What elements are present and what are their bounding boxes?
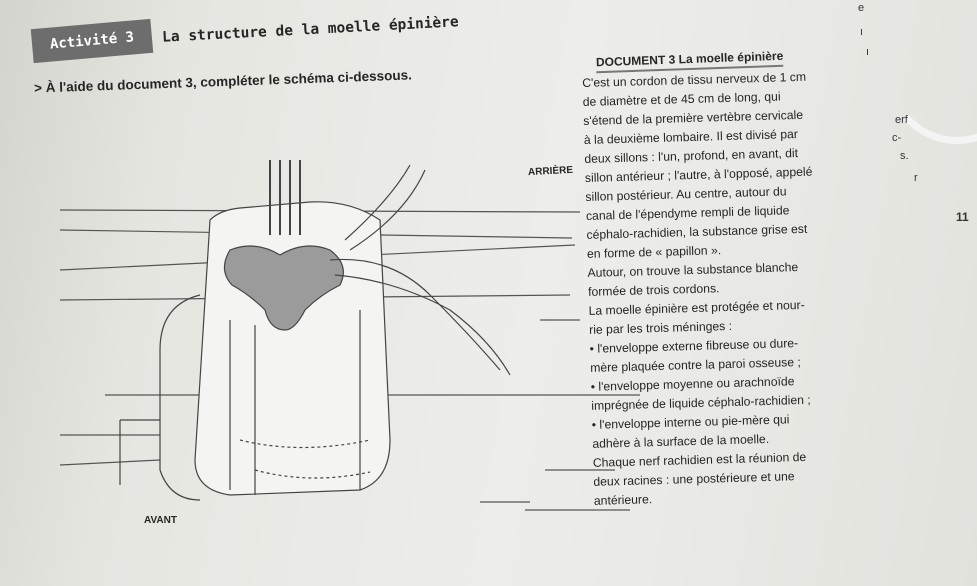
- text-line: s'étend de la première vertèbre cervicale: [583, 107, 804, 128]
- side-fragment: erf: [895, 114, 908, 126]
- text-line: adhère à la surface de la moelle.: [592, 431, 770, 451]
- text-line: • l'enveloppe moyenne ou arachnoïde: [590, 374, 795, 394]
- side-fragment: s.: [900, 150, 909, 162]
- page-title: La structure de la moelle épinière: [161, 14, 460, 46]
- document-text: [582, 62, 977, 511]
- instruction-arrow: >: [33, 80, 43, 96]
- side-fragment: e: [858, 2, 865, 14]
- label-front: AVANT: [144, 515, 177, 526]
- text-line: C'est un cordon de tissu nerveux de 1 cm: [582, 69, 807, 90]
- text-line: de diamètre et de 45 cm de long, qui: [582, 89, 781, 109]
- side-fragment: c-: [892, 132, 902, 144]
- text-line: La moelle épinière est protégée et nour-: [588, 297, 805, 318]
- side-fragment: ı: [860, 26, 864, 38]
- text-line: en forme de « papillon ».: [586, 243, 722, 261]
- text-line: mère plaquée contre la paroi osseuse ;: [590, 355, 802, 375]
- text-line: imprégnée de liquide céphalo-rachidien ;: [591, 392, 811, 413]
- text-line: céphalo-rachidien, la substance grise est: [586, 221, 808, 242]
- text-line: deux sillons : l'un, profond, en avant, dit: [584, 146, 799, 166]
- activity-badge: Activité 3: [31, 19, 154, 63]
- text-line: antérieure.: [593, 492, 653, 508]
- document-heading: DOCUMENT 3 La moelle épinière: [596, 49, 784, 74]
- text-line: canal de l'épendyme rempli de liquide: [585, 203, 790, 223]
- text-line: deux racines : une postérieure et une: [593, 469, 795, 489]
- text-line: • l'enveloppe externe fibreuse ou dure-: [589, 336, 799, 356]
- side-fragment: ı: [866, 46, 870, 58]
- text-line: • l'enveloppe interne ou pie-mère qui: [591, 412, 790, 432]
- text-line: à la deuxième lombaire. Il est divisé par: [583, 127, 799, 147]
- blank-label-line-5: [60, 460, 160, 465]
- text-line: sillon antérieur ; l'autre, à l'opposé, appelé: [584, 164, 813, 185]
- side-fragment: 11: [956, 210, 969, 224]
- side-fragment: r: [914, 172, 918, 184]
- instruction-text: À l'aide du document 3, compléter le schéma ci-dessous.: [45, 67, 413, 96]
- label-back: ARRIÈRE: [527, 164, 574, 179]
- text-line: formée de trois cordons.: [587, 281, 720, 299]
- text-line: sillon postérieur. Au centre, autour du: [585, 184, 787, 204]
- text-line: Autour, on trouve la substance blanche: [587, 260, 799, 280]
- spinal-cord-diagram: [60, 90, 640, 560]
- text-line: Chaque nerf rachidien est la réunion de: [592, 449, 807, 470]
- text-line: rie par les trois méninges :: [588, 318, 733, 337]
